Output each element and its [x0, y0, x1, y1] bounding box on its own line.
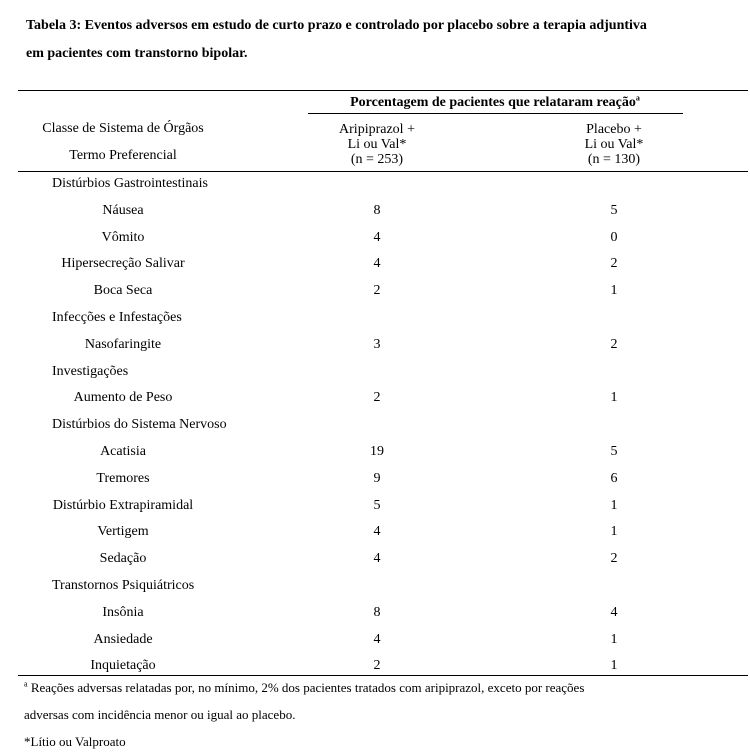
table-row	[0, 277, 750, 304]
placebo-value: 1	[610, 631, 618, 647]
placebo-value: 1	[610, 497, 618, 513]
category-label: Distúrbios Gastrointestinais	[52, 176, 208, 191]
col1-line-3: (n = 253)	[350, 152, 404, 167]
term-label: Distúrbio Extrapiramidal	[52, 497, 194, 513]
term-label: Boca Seca	[93, 283, 153, 299]
table-row	[0, 438, 750, 465]
aripiprazole-value: 4	[373, 256, 381, 272]
column-header-aripiprazole	[308, 122, 446, 167]
col1-line-1: Aripiprazol +	[339, 122, 415, 137]
table-row	[0, 331, 750, 358]
category-label: Distúrbios do Sistema Nervoso	[52, 417, 227, 433]
aripiprazole-value: 8	[373, 202, 381, 218]
group-header	[308, 94, 682, 112]
table-row	[0, 599, 750, 626]
term-label: Inquietação	[90, 658, 156, 674]
placebo-value: 2	[610, 336, 618, 352]
placebo-value: 0	[610, 229, 618, 245]
column-header-placebo	[545, 122, 683, 167]
table-row	[0, 197, 750, 224]
aripiprazole-value: 4	[373, 229, 381, 245]
group-header-footnote-mark: a	[635, 93, 640, 103]
aripiprazole-value: 8	[373, 604, 381, 620]
placebo-value: 1	[610, 390, 618, 406]
term-label: Náusea	[102, 202, 144, 218]
table-row	[0, 384, 750, 411]
aripiprazole-value: 2	[373, 390, 381, 406]
group-header-text: Porcentagem de pacientes que relataram reação	[350, 95, 636, 110]
aripiprazole-value: 4	[373, 631, 381, 647]
footnote-a-line-1: Reações adversas relatadas por, no mínimo, 2% dos pacientes tratados com aripiprazol, exceto por reações	[30, 680, 585, 695]
column-header-class: Classe de Sistema de Órgãos	[42, 121, 204, 136]
footnote-star: *Lítio ou Valproato	[24, 734, 126, 749]
aripiprazole-value: 5	[373, 497, 381, 513]
table-row	[0, 250, 750, 277]
table-row	[0, 545, 750, 572]
table-row	[0, 465, 750, 492]
placebo-value: 2	[610, 551, 618, 567]
category-row	[0, 411, 750, 438]
group-header-rule	[308, 113, 683, 114]
aripiprazole-value: 19	[370, 444, 384, 459]
placebo-value: 1	[610, 524, 618, 540]
aripiprazole-value: 2	[373, 283, 381, 299]
placebo-value: 1	[610, 283, 618, 299]
caption-line-2: em pacientes com transtorno bipolar.	[26, 46, 248, 61]
term-label: Acatisia	[100, 444, 146, 459]
placebo-value: 4	[610, 604, 618, 620]
table-row	[0, 492, 750, 519]
placebo-value: 5	[610, 202, 618, 218]
table-row	[0, 626, 750, 653]
footnote-a-continued: adversas com incidência menor ou igual ao placebo.	[24, 707, 296, 722]
aripiprazole-value: 3	[373, 336, 381, 352]
table-caption	[26, 12, 746, 68]
term-label: Ansiedade	[93, 631, 153, 647]
category-row	[0, 304, 750, 331]
aripiprazole-value: 9	[373, 470, 381, 486]
col2-line-2: Li ou Val*	[584, 137, 644, 152]
term-label: Vertigem	[97, 524, 149, 540]
col2-line-1: Placebo +	[586, 122, 642, 137]
aripiprazole-value: 4	[373, 551, 381, 567]
caption-line-1: Tabela 3: Eventos adversos em estudo de curto prazo e controlado por placebo sobre a terapia adjuntiva	[26, 18, 647, 33]
term-label: Insônia	[102, 604, 144, 620]
category-row	[0, 170, 750, 197]
category-label: Transtornos Psiquiátricos	[52, 578, 195, 593]
aripiprazole-value: 4	[373, 524, 381, 540]
table-top-rule	[18, 90, 748, 91]
category-label: Investigações	[52, 363, 129, 379]
column-header-term: Termo Preferencial	[69, 148, 177, 163]
term-label: Hipersecreção Salivar	[61, 256, 185, 272]
category-row	[0, 358, 750, 385]
category-label: Infecções e Infestações	[52, 310, 182, 325]
aripiprazole-value: 2	[373, 658, 381, 674]
placebo-value: 2	[610, 256, 618, 272]
col2-line-3: (n = 130)	[587, 152, 641, 167]
table-row	[0, 518, 750, 545]
term-label: Nasofaringite	[84, 336, 162, 352]
term-label: Vômito	[101, 229, 145, 245]
footnote-a-mark: a	[24, 679, 28, 689]
table-row	[0, 224, 750, 251]
footnote-a	[24, 674, 744, 701]
term-label: Tremores	[96, 470, 150, 486]
placebo-value: 5	[610, 444, 618, 459]
col1-line-2: Li ou Val*	[347, 137, 407, 152]
placebo-value: 6	[610, 470, 618, 486]
category-row	[0, 572, 750, 599]
term-label: Sedação	[99, 551, 147, 567]
term-label: Aumento de Peso	[73, 390, 173, 406]
placebo-value: 1	[610, 658, 618, 674]
